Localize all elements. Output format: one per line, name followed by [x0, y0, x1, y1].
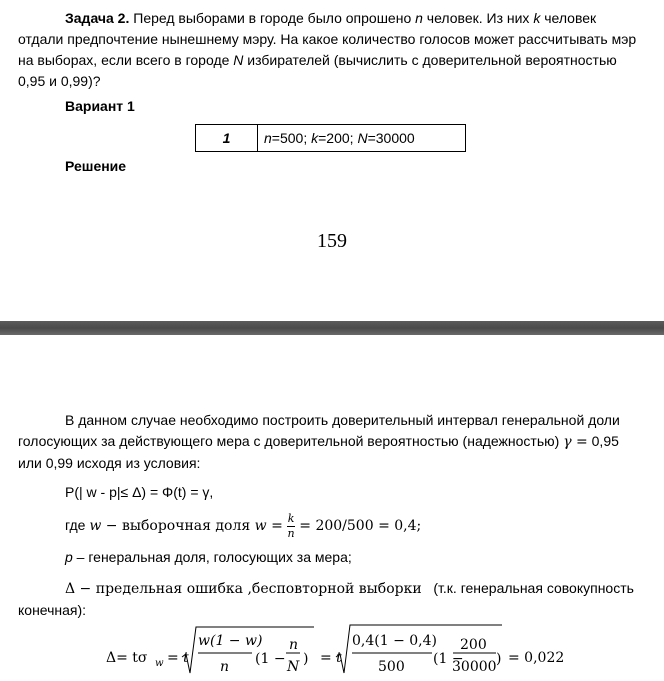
page-separator — [0, 321, 664, 335]
param-k-label: k — [311, 130, 319, 146]
p-text: – генеральная доля, голосующих за мера; — [72, 549, 352, 565]
radical-1-paren: (1 − — [255, 651, 286, 667]
radical-1-numerator: w(1 − w) — [198, 633, 263, 649]
task-var-N: N — [233, 52, 244, 68]
variant-params-cell — [258, 125, 466, 152]
formula-eq-t: = t — [167, 650, 189, 666]
where-prefix: где — [65, 517, 90, 534]
radical-2-paren: (1 − — [433, 651, 464, 667]
task-var-n: n — [415, 10, 423, 26]
variant-heading: Вариант 1 — [65, 98, 135, 114]
radical-1-paren-close: ) — [303, 651, 309, 667]
delta-text: Δ − предельная ошибка ,бесповторной выборки — [65, 581, 422, 597]
formula-result: = 0,022 — [508, 650, 565, 666]
radical-1-n: n — [289, 637, 299, 653]
table-row — [196, 125, 466, 152]
p-var: p — [65, 549, 73, 565]
where-result: = 200/500 = 0,4; — [299, 518, 422, 535]
where-line — [65, 512, 421, 538]
task-text-4: избирателей (вычислить с доверительной вероятностью 0,95 и 0,99)? — [18, 52, 617, 89]
body-paragraph-1 — [18, 410, 638, 474]
task-statement — [18, 8, 638, 92]
param-N-value: =30000 — [367, 130, 415, 146]
task-text-2: человек. Из них — [422, 10, 534, 26]
variant-number: 1 — [222, 130, 231, 146]
radical-2-den: 30000 — [452, 659, 497, 675]
gamma-equals: γ = — [563, 434, 588, 450]
para1-end: 0,95 или 0,99 исходя из условия: — [18, 433, 619, 471]
where-w: w — [89, 518, 102, 535]
param-N-label: N — [357, 130, 368, 146]
page-number: 159 — [317, 230, 347, 252]
radical-1-denominator: n — [220, 659, 230, 675]
fraction-numerator: k — [287, 512, 295, 525]
final-formula — [100, 621, 660, 681]
solution-heading: Решение — [65, 158, 127, 174]
delta-note: (т.к. генеральная совокупность конечная): — [18, 580, 634, 618]
variant-table — [195, 124, 466, 152]
radical-1-N: N — [287, 659, 300, 675]
para1-text: В данном случае необходимо построить доверительный интервал генеральной доли голосующих за действующего мера с доверительной вероятностью (надежностью) — [18, 412, 620, 449]
radical-2-num: 200 — [460, 637, 487, 653]
task-title: Задача 2. — [65, 10, 130, 26]
w-equals: w = — [254, 518, 283, 535]
param-k-value: =200; — [318, 130, 358, 146]
where-text: − выборочная доля — [101, 518, 255, 535]
radical-2-denominator: 500 — [378, 659, 405, 675]
formula-probability: P(| w - p|≤ Δ) = Φ(t) = γ, — [65, 484, 214, 500]
fraction-k-over-n — [287, 512, 296, 541]
fraction-denominator: n — [287, 527, 295, 540]
task-text-1: Перед выборами в городе было опрошено — [129, 10, 416, 26]
task-var-k: k — [533, 10, 541, 26]
delta-definition — [18, 578, 638, 621]
param-n-value: =500; — [271, 130, 312, 146]
formula-lhs: Δ= tσ — [106, 650, 148, 666]
radical-2-paren-close: ) — [496, 651, 502, 667]
radical-2-numerator: 0,4(1 − 0,4) — [352, 633, 437, 649]
formula-sub: w — [155, 658, 164, 669]
p-definition — [65, 547, 352, 568]
task-text-3: человек отдали предпочтение нынешнему мэру. На какое количество голосов может рассчитывать мэр на выборах, если всего в городе — [18, 10, 637, 68]
param-n-label: n — [264, 130, 272, 146]
formula-eq-t2: = t — [320, 650, 342, 666]
variant-number-cell — [196, 125, 258, 152]
